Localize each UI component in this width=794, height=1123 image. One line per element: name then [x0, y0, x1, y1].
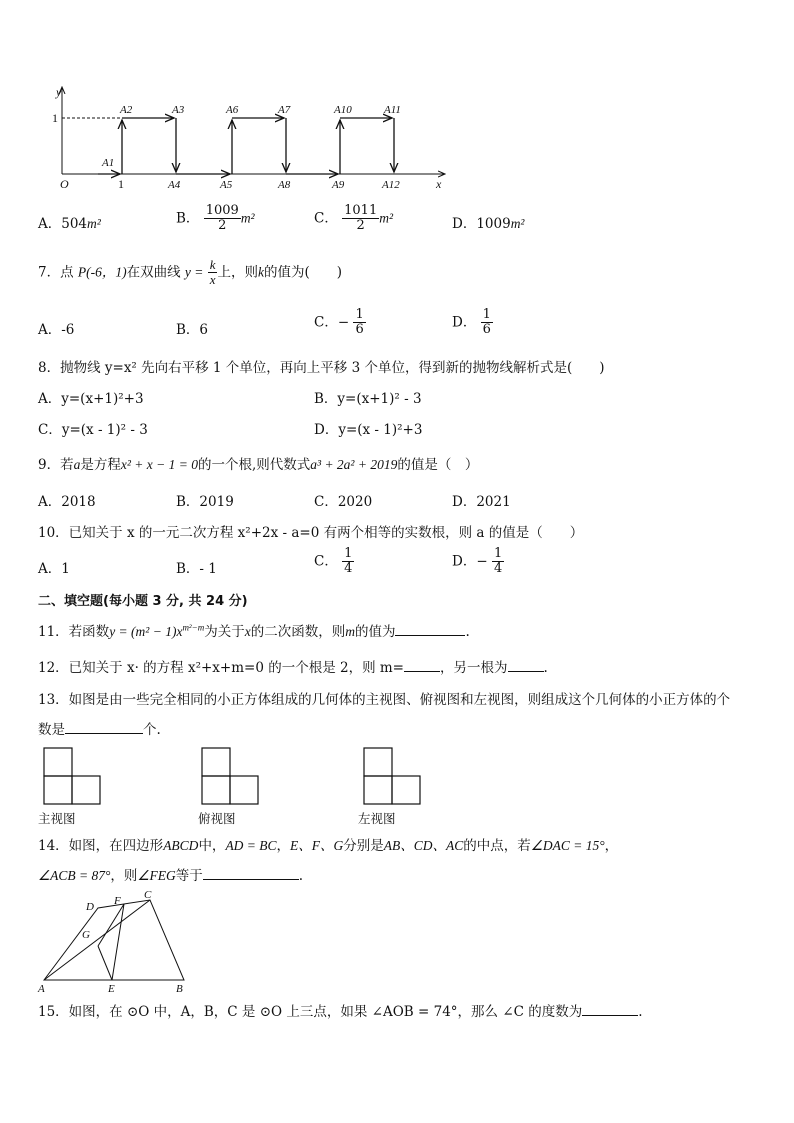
variable-a: a: [73, 457, 81, 472]
variable-m: m: [345, 624, 355, 639]
q12-root-blank[interactable]: [508, 659, 544, 672]
point-p: P(-6，1): [77, 264, 127, 280]
label-f: F: [114, 895, 121, 907]
question-12: [38, 656, 548, 676]
y-tick-1: 1: [52, 111, 58, 125]
q11-text: 为关于: [204, 624, 245, 640]
denominator: 6: [482, 322, 491, 338]
q14-text: 的中点，若: [463, 838, 531, 854]
q7-option-c[interactable]: [314, 308, 366, 338]
angle-dac: ∠DAC = 15°: [530, 838, 605, 853]
q14-text: ，: [604, 838, 619, 854]
question-11: [38, 620, 470, 640]
equation: AD = BC: [225, 838, 277, 853]
variable-x: x: [176, 624, 183, 639]
q11-answer-blank[interactable]: [395, 623, 465, 636]
point-a5: A5: [220, 179, 233, 191]
label-a: A: [38, 983, 45, 994]
point-a4: A4: [168, 179, 181, 191]
fraction: [481, 308, 493, 338]
label-b: B: [176, 983, 183, 994]
q7-option-d[interactable]: [452, 308, 493, 338]
question-13-line2: [38, 718, 161, 738]
top-view-figure: [200, 746, 260, 806]
numerator: 1011: [344, 203, 378, 218]
option-label: C．: [314, 210, 338, 227]
numerator: 1009: [205, 203, 239, 218]
q10-option-b[interactable]: B．- 1: [176, 561, 217, 577]
points-efg: E、F、G: [290, 838, 344, 853]
question-9: [38, 453, 478, 473]
q9-text: 的值是（ ）: [397, 457, 479, 473]
q9-option-b[interactable]: B．2019: [176, 494, 234, 510]
q9-option-a[interactable]: A．2018: [38, 494, 96, 510]
q6-option-b[interactable]: [176, 204, 255, 234]
left-view-figure: [362, 746, 422, 806]
q9-option-c[interactable]: C．2020: [314, 494, 373, 510]
question-13-line1: 13．如图是由一些完全相同的小正方体组成的几何体的主视图、俯视图和左视图，则组成这个几何体的小正方体的个: [38, 692, 731, 708]
y-axis-label: y: [56, 85, 62, 99]
question-14-line1: [38, 834, 618, 854]
q11-text: 11．若函数: [38, 624, 110, 640]
front-view-label: 主视图: [38, 811, 76, 826]
expression: a³ + 2a² + 2019: [310, 457, 398, 472]
q8-option-a[interactable]: A．y=(x+1)²+3: [38, 391, 144, 407]
q14-text: ，则: [110, 868, 138, 884]
variable-x: x: [244, 624, 251, 639]
period: .: [465, 624, 470, 640]
question-7: [38, 258, 342, 288]
question-14-line2: [38, 864, 303, 884]
q9-text: 的一个根,则代数式: [197, 457, 311, 473]
unit: m²: [87, 216, 101, 231]
period: .: [298, 868, 304, 884]
top-view-label: 俯视图: [198, 811, 236, 826]
x-tick-1: 1: [118, 177, 124, 191]
q14-text: 分别是: [343, 838, 384, 854]
q7-text: 在双曲线: [126, 264, 181, 281]
point-a2: A2: [120, 104, 133, 116]
q13-answer-blank[interactable]: [65, 721, 143, 734]
origin-label: O: [60, 177, 69, 191]
q12-text: ，另一根为: [440, 660, 508, 676]
unit: m²: [510, 216, 525, 231]
variable-k: k: [257, 264, 264, 280]
section-2-heading: 二、填空题(每小题 3 分, 共 24 分): [38, 594, 248, 609]
question-10: 10．已知关于 x 的一元二次方程 x²+2x - a=0 有两个相等的实数根，则 a 的值是（ ）: [38, 525, 584, 541]
q15-answer-blank[interactable]: [582, 1003, 638, 1016]
point-a10: A10: [334, 104, 352, 116]
q14-text: ，: [276, 838, 291, 854]
fraction: [353, 308, 365, 338]
label-d: D: [86, 901, 94, 913]
equation: x² + x − 1 = 0: [120, 457, 198, 472]
function: y = (m² − 1): [109, 624, 177, 639]
question-15: [38, 1000, 643, 1020]
q7-option-b[interactable]: B．6: [176, 322, 209, 338]
fraction: [342, 204, 379, 234]
question-8: 8．抛物线 y=x² 先向右平移 1 个单位，再向上平移 3 个单位，得到新的抛物线解析式是( ): [38, 360, 605, 376]
angle-acb: ∠ACB = 87°: [38, 868, 111, 883]
unit: m²: [379, 210, 394, 226]
q12-m-blank[interactable]: [404, 659, 440, 672]
point-a6: A6: [226, 104, 239, 116]
q7-text: 的值为( ): [263, 264, 343, 281]
q7-text: 上，则: [217, 264, 258, 281]
q11-text: 的二次函数，则: [250, 624, 346, 640]
q8-option-c[interactable]: C．y=(x - 1)² - 3: [38, 422, 148, 438]
label-c: C: [144, 889, 152, 901]
option-label: D．−: [452, 553, 488, 570]
denominator: 4: [493, 561, 503, 577]
denominator: 6: [355, 322, 364, 338]
q10-option-d[interactable]: [452, 547, 504, 577]
point-a1: A1: [102, 157, 115, 169]
q9-option-d[interactable]: D．2021: [452, 494, 511, 510]
numerator: 1: [355, 307, 364, 322]
quad-abcd: ABCD: [163, 838, 199, 853]
q8-option-b[interactable]: B．y=(x+1)² - 3: [314, 391, 422, 407]
q14-text: 中，: [198, 838, 226, 854]
x-axis-label: x: [436, 177, 442, 191]
point-a8: A8: [278, 179, 291, 191]
quadrilateral-figure: [36, 888, 236, 994]
numerator: 1: [344, 546, 353, 561]
q15-text: 15．如图，在 ⊙O 中，A，B，C 是 ⊙O 上三点，如果 ∠AOB = 74°，那么 ∠C 的度数为: [38, 1004, 583, 1020]
q6-option-c[interactable]: [314, 204, 393, 234]
fraction: [342, 547, 354, 577]
equation-y: y =: [184, 264, 204, 280]
denominator: 2: [218, 218, 227, 234]
q13-text: 数是: [38, 722, 65, 738]
q7-text: 7．点: [38, 264, 74, 281]
q13-text: 个.: [143, 722, 161, 738]
q14-text: 等于: [175, 868, 203, 884]
fraction: [204, 204, 241, 234]
angle-feg: ∠FEG: [137, 868, 176, 883]
q8-option-d[interactable]: D．y=(x - 1)²+3: [314, 422, 423, 438]
q10-option-c[interactable]: [314, 547, 354, 577]
numerator: k: [209, 257, 216, 272]
label-g: G: [82, 929, 90, 941]
q9-text: 是方程: [80, 457, 121, 473]
q14-answer-blank[interactable]: [203, 867, 299, 880]
point-a11: A11: [384, 104, 401, 116]
option-label: B．: [176, 210, 200, 227]
exponent: m²−m: [182, 622, 205, 633]
numerator: 1: [493, 546, 503, 561]
option-label: D．: [452, 314, 477, 331]
option-text: A．504: [38, 216, 88, 232]
option-text: D．1009: [452, 216, 511, 232]
point-a3: A3: [172, 104, 185, 116]
period: .: [638, 1004, 643, 1020]
numerator: 1: [482, 307, 491, 322]
denominator: x: [209, 272, 216, 288]
unit: m²: [240, 210, 255, 226]
fraction: [492, 547, 504, 577]
q6-step-figure: [50, 84, 450, 194]
point-a9: A9: [332, 179, 345, 191]
q6-option-d[interactable]: [452, 212, 524, 232]
label-e: E: [108, 983, 115, 994]
q14-text: 14．如图，在四边形: [38, 838, 164, 854]
point-a7: A7: [278, 104, 291, 116]
front-view-figure: [42, 746, 102, 806]
q11-text: 的值为: [354, 624, 396, 640]
q10-option-a[interactable]: A．1: [38, 561, 70, 577]
denominator: 2: [356, 218, 365, 234]
q6-option-a[interactable]: [38, 212, 101, 232]
q7-option-a[interactable]: A．-6: [38, 322, 75, 338]
point-a12: A12: [382, 179, 400, 191]
q12-text: 12．已知关于 x· 的方程 x²+x+m=0 的一个根是 2，则 m=: [38, 660, 404, 676]
option-label: C．: [314, 553, 338, 570]
option-label: C．−: [314, 314, 350, 331]
denominator: 4: [344, 561, 353, 577]
period: .: [543, 660, 548, 676]
left-view-label: 左视图: [358, 811, 396, 826]
segments: AB、CD、AC: [383, 838, 464, 853]
q9-text: 9．若: [38, 457, 74, 473]
